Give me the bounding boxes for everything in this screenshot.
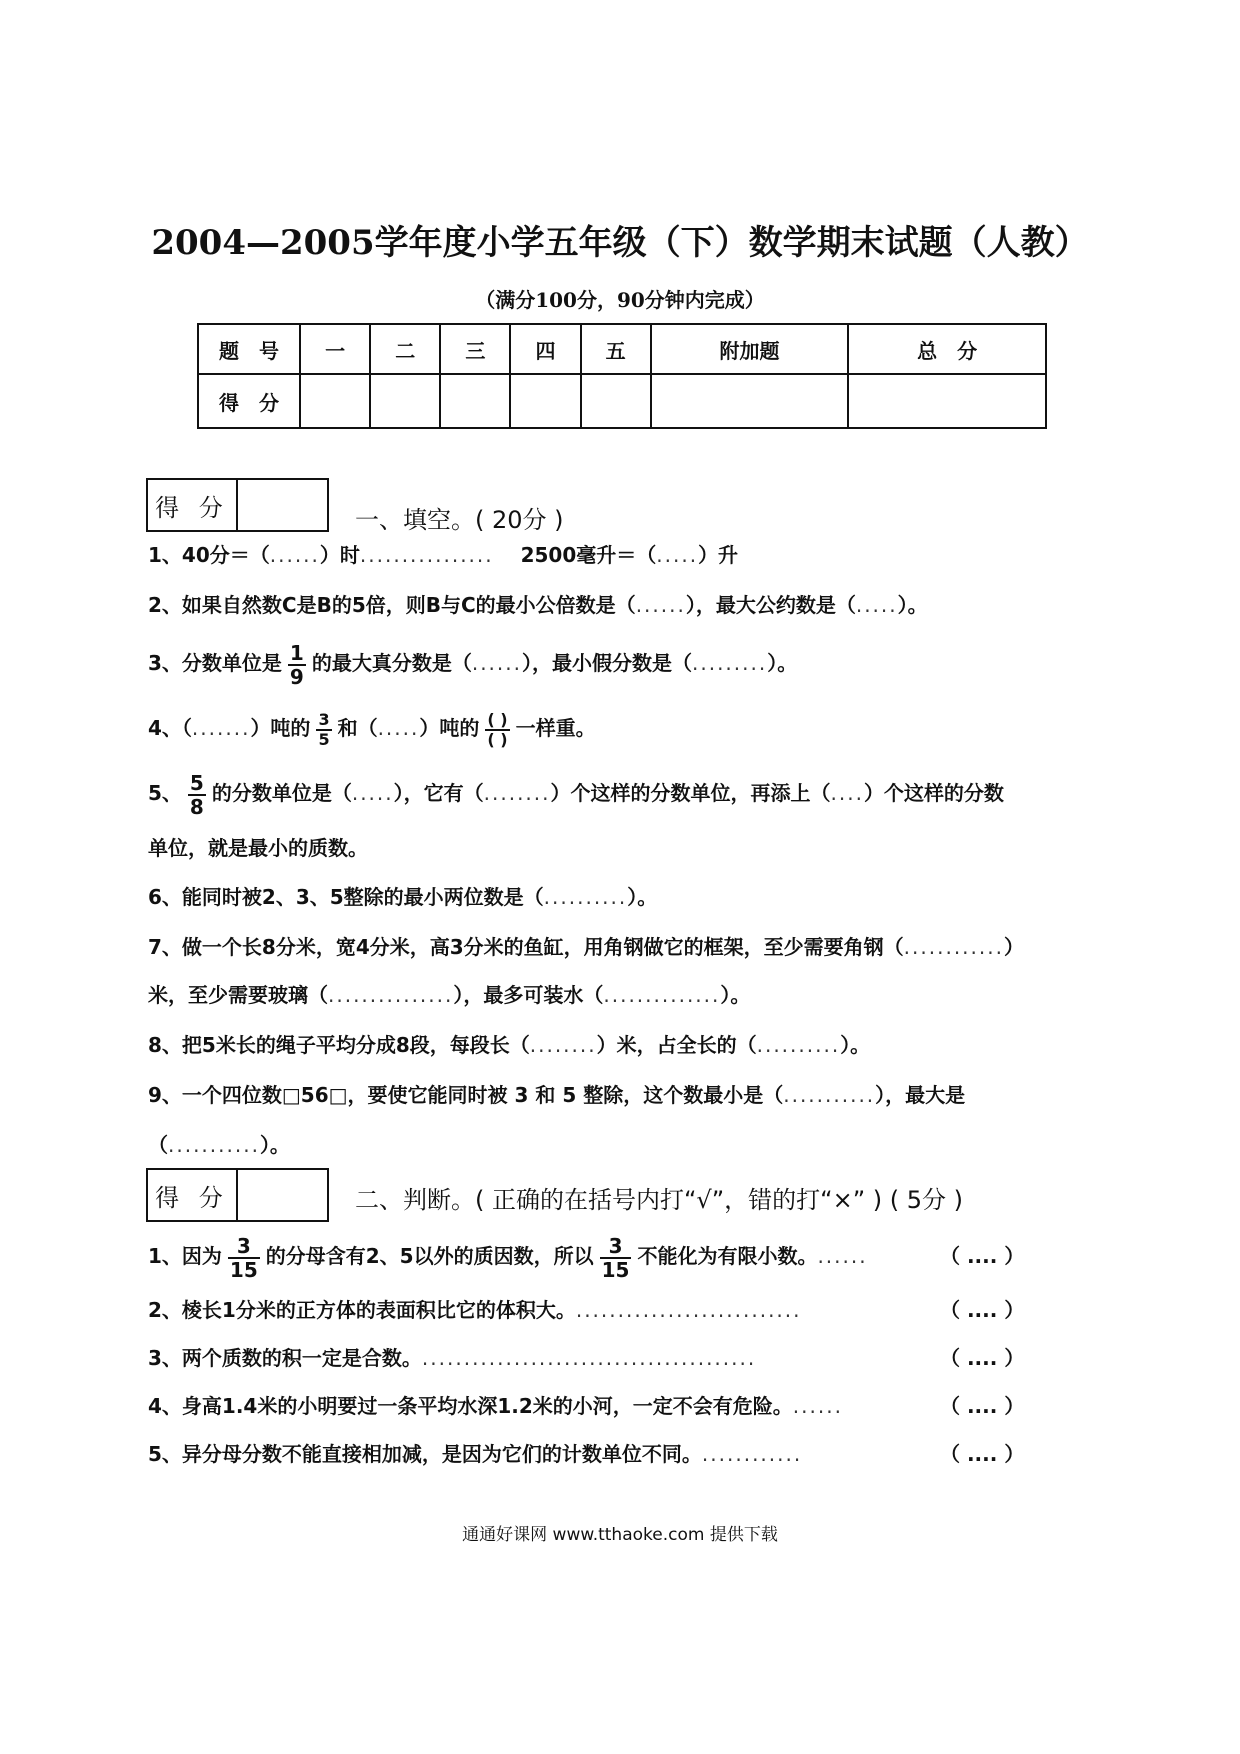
blank[interactable]: ........... bbox=[168, 1133, 260, 1157]
blank[interactable]: ...... bbox=[471, 651, 522, 675]
blank[interactable]: ..... bbox=[351, 781, 394, 805]
blank[interactable]: ............... bbox=[328, 983, 454, 1007]
judge-3 bbox=[148, 1343, 756, 1373]
answer-paren[interactable]: （ .... ） bbox=[940, 1442, 1025, 1466]
q7-line2-text: 米，至少需要玻璃（ bbox=[148, 983, 328, 1007]
q6-end: ）。 bbox=[627, 885, 658, 909]
question-7 bbox=[148, 932, 1024, 962]
score-header: 二 bbox=[370, 324, 440, 374]
q8-end: ）。 bbox=[840, 1033, 871, 1057]
q4-mid2: 和（ bbox=[337, 716, 378, 740]
score-cell[interactable] bbox=[370, 374, 440, 428]
j1-mid: 的分母含有2、5以外的质因数，所以 bbox=[265, 1244, 594, 1268]
score-cell[interactable] bbox=[581, 374, 651, 428]
q1a-end: ）时 bbox=[319, 543, 360, 567]
answer-paren[interactable]: （ .... ） bbox=[940, 1298, 1025, 1322]
question-9 bbox=[148, 1080, 965, 1110]
q9-line2-end: ）。 bbox=[259, 1133, 290, 1157]
fraction bbox=[188, 772, 206, 818]
q3-mid: 的最大真分数是（ bbox=[311, 651, 472, 675]
leader-dots: ...... bbox=[792, 1394, 843, 1418]
blank[interactable]: ......... bbox=[692, 651, 768, 675]
question-1 bbox=[148, 540, 738, 570]
exam-subtitle: （满分100分，90分钟内完成） bbox=[475, 288, 765, 312]
question-5-line2: 单位，就是最小的质数。 bbox=[148, 836, 368, 860]
score-cell[interactable] bbox=[440, 374, 510, 428]
q9-line2-text: （ bbox=[148, 1133, 168, 1157]
blank[interactable]: ........ bbox=[529, 1033, 597, 1057]
score-cell[interactable] bbox=[651, 374, 849, 428]
numerator: 1 bbox=[289, 640, 304, 665]
q5-mid2: ），它有（ bbox=[393, 781, 484, 805]
blank[interactable]: ...... bbox=[635, 593, 686, 617]
judge-2 bbox=[148, 1295, 802, 1325]
blank[interactable]: ........ bbox=[483, 781, 551, 805]
blank[interactable]: ........... bbox=[783, 1083, 876, 1107]
q9-mid: ），最大是 bbox=[875, 1083, 966, 1107]
q4-text: 4、（ bbox=[148, 716, 192, 740]
q5-end: ）个这样的分数 bbox=[863, 781, 1004, 805]
q8-mid: ）米，占全长的（ bbox=[596, 1033, 757, 1057]
q2-end: ）。 bbox=[897, 593, 928, 617]
score-header: 一 bbox=[300, 324, 370, 374]
leader-dots: ............ bbox=[701, 1442, 803, 1466]
blank[interactable]: ...... bbox=[269, 543, 320, 567]
denominator: 15 bbox=[229, 1257, 258, 1282]
q2-mid: ），最大公约数是（ bbox=[685, 593, 856, 617]
leader-dots: ........................................ bbox=[421, 1346, 757, 1370]
fraction bbox=[600, 1235, 632, 1281]
blank[interactable]: ............ bbox=[903, 935, 1004, 959]
j3-text: 3、两个质数的积一定是合数。 bbox=[148, 1346, 422, 1370]
blank[interactable]: ....... bbox=[191, 716, 251, 740]
judge-4 bbox=[148, 1391, 843, 1421]
score-box-blank[interactable] bbox=[238, 1170, 327, 1220]
section1-heading: 一、填空。( 20分 ) bbox=[355, 506, 564, 534]
leader-dots: ........................... bbox=[575, 1298, 802, 1322]
score-table bbox=[197, 323, 1047, 429]
denominator: 8 bbox=[189, 794, 204, 819]
leader-dots: ...... bbox=[817, 1244, 868, 1268]
leader-dots: ................ bbox=[359, 543, 494, 567]
q1b-end: ）升 bbox=[698, 543, 739, 567]
score-cell[interactable] bbox=[510, 374, 580, 428]
q7-text: 7、做一个长8分米，宽4分米，高3分米的鱼缸，用角钢做它的框架，至少需要角钢（ bbox=[148, 935, 904, 959]
score-row-label: 得 分 bbox=[198, 374, 300, 428]
question-5 bbox=[148, 765, 1004, 821]
fraction bbox=[288, 642, 306, 688]
answer-paren[interactable]: （ .... ） bbox=[940, 1394, 1025, 1418]
score-header: 四 bbox=[510, 324, 580, 374]
answer-paren[interactable]: （ .... ） bbox=[940, 1346, 1025, 1370]
denominator: 5 bbox=[318, 729, 330, 749]
j2-text: 2、棱长1分米的正方体的表面积比它的体积大。 bbox=[148, 1298, 576, 1322]
score-header: 附加题 bbox=[651, 324, 849, 374]
section2-heading: 二、判断。( 正确的在括号内打“√”，错的打“×” ) ( 5分 ) bbox=[355, 1186, 964, 1214]
judge-1 bbox=[148, 1228, 868, 1284]
numerator: 3 bbox=[600, 1235, 632, 1259]
denominator: 15 bbox=[601, 1257, 630, 1282]
q9-text: 9、一个四位数□56□，要使它能同时被 3 和 5 整除，这个数最小是（ bbox=[148, 1083, 784, 1107]
j1-end: 不能化为有限小数。 bbox=[637, 1244, 818, 1268]
q3-end: ）。 bbox=[767, 651, 798, 675]
numerator: 3 bbox=[228, 1235, 260, 1259]
q5-text: 5、 bbox=[148, 781, 182, 805]
j1-text: 1、因为 bbox=[148, 1244, 222, 1268]
question-4 bbox=[148, 700, 596, 756]
score-header: 总 分 bbox=[848, 324, 1046, 374]
footer-credit: 通通好课网 www.tthaoke.com 提供下载 bbox=[462, 1525, 778, 1545]
question-2 bbox=[148, 590, 928, 620]
q7-end: ） bbox=[1003, 935, 1024, 959]
question-9-line2 bbox=[148, 1130, 290, 1160]
denominator: ( ) bbox=[487, 729, 508, 749]
blank[interactable]: ..... bbox=[656, 543, 699, 567]
q4-mid3: ）吨的 bbox=[419, 716, 480, 740]
blank[interactable]: ..... bbox=[855, 593, 898, 617]
score-box-label: 得 分 bbox=[148, 1170, 238, 1220]
fraction-blank[interactable] bbox=[485, 711, 509, 749]
numerator: ( ) bbox=[487, 709, 508, 729]
score-header: 题 号 bbox=[198, 324, 300, 374]
q6-text: 6、能同时被2、3、5整除的最小两位数是（ bbox=[148, 885, 544, 909]
q3-text: 3、分数单位是 bbox=[148, 651, 282, 675]
score-cell[interactable] bbox=[300, 374, 370, 428]
judge-5 bbox=[148, 1439, 802, 1469]
score-header: 三 bbox=[440, 324, 510, 374]
q2-text: 2、如果自然数C是B的5倍，则B与C的最小公倍数是（ bbox=[148, 593, 636, 617]
score-box-label: 得 分 bbox=[148, 480, 238, 530]
exam-title: 2004—2005学年度小学五年级（下）数学期末试题（人教） bbox=[151, 223, 1089, 263]
q4-end: 一样重。 bbox=[515, 716, 596, 740]
q5-mid3: ）个这样的分数单位，再添上（ bbox=[550, 781, 831, 805]
blank[interactable]: .......... bbox=[543, 885, 628, 909]
blank[interactable]: .... bbox=[830, 781, 864, 805]
j4-text: 4、身高1.4米的小明要过一条平均水深1.2米的小河，一定不会有危险。 bbox=[148, 1394, 793, 1418]
q1b-text: 2500毫升＝（ bbox=[520, 543, 657, 567]
q8-text: 8、把5米长的绳子平均分成8段，每段长（ bbox=[148, 1033, 530, 1057]
question-8 bbox=[148, 1030, 870, 1060]
denominator: 9 bbox=[289, 664, 304, 689]
score-box-blank[interactable] bbox=[238, 480, 327, 530]
q3-mid2: ），最小假分数是（ bbox=[522, 651, 692, 675]
j5-text: 5、异分母分数不能直接相加减，是因为它们的计数单位不同。 bbox=[148, 1442, 702, 1466]
answer-paren[interactable]: （ .... ） bbox=[940, 1244, 1025, 1268]
score-header: 五 bbox=[581, 324, 651, 374]
numerator: 5 bbox=[189, 770, 204, 795]
section1-score-box bbox=[146, 478, 329, 532]
question-3 bbox=[148, 635, 797, 691]
q1a-text: 1、40分＝（ bbox=[148, 543, 270, 567]
numerator: 3 bbox=[318, 709, 330, 729]
q7-line2-end: ）。 bbox=[720, 983, 751, 1007]
blank[interactable]: ..... bbox=[377, 716, 420, 740]
fraction bbox=[228, 1235, 260, 1281]
fraction bbox=[316, 711, 331, 749]
blank[interactable]: .......... bbox=[756, 1033, 841, 1057]
q5-mid: 的分数单位是（ bbox=[211, 781, 352, 805]
q7-line2-mid: ），最多可装水（ bbox=[453, 983, 604, 1007]
q4-mid: ）吨的 bbox=[250, 716, 311, 740]
question-6 bbox=[148, 882, 657, 912]
score-cell[interactable] bbox=[848, 374, 1046, 428]
question-7-line2 bbox=[148, 980, 750, 1010]
blank[interactable]: .............. bbox=[603, 983, 721, 1007]
section2-score-box bbox=[146, 1168, 329, 1222]
